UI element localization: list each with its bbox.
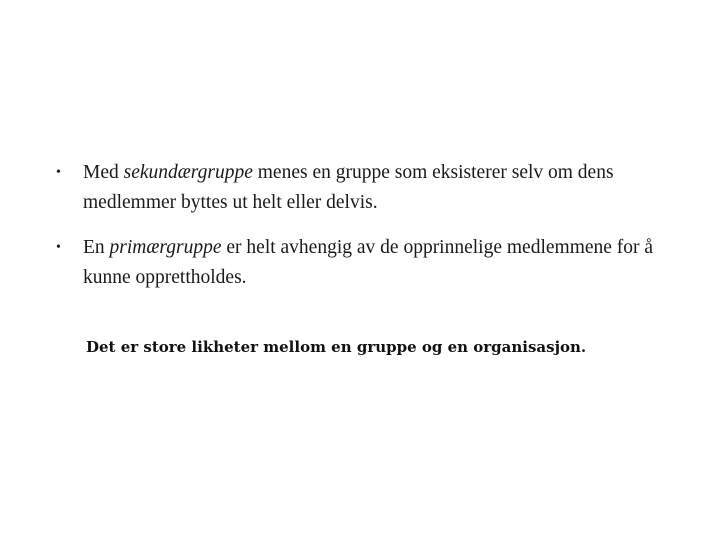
bullet-text-prefix: En: [83, 237, 110, 258]
bullet-list: [56, 158, 676, 308]
bullet-item-sekundaergruppe: [56, 158, 676, 218]
bullet-text-rest: menes en gruppe som eksisterer selv om dens medlemmer byttes ut helt eller delvis.: [83, 162, 614, 213]
bullet-text-prefix: Med: [83, 162, 124, 183]
bullet-icon: •: [56, 240, 61, 255]
bullet-text-rest: er helt avhengig av de opprinnelige medlemmene for å kunne opprettholdes.: [83, 237, 654, 288]
summary-statement: Det er store likheter mellom en gruppe og en organisasjon.: [86, 338, 587, 356]
bullet-term: sekundærgruppe: [123, 162, 253, 183]
bullet-item-primaergruppe: [56, 233, 676, 293]
bullet-icon: •: [56, 165, 61, 180]
bullet-term: primærgruppe: [109, 237, 222, 258]
